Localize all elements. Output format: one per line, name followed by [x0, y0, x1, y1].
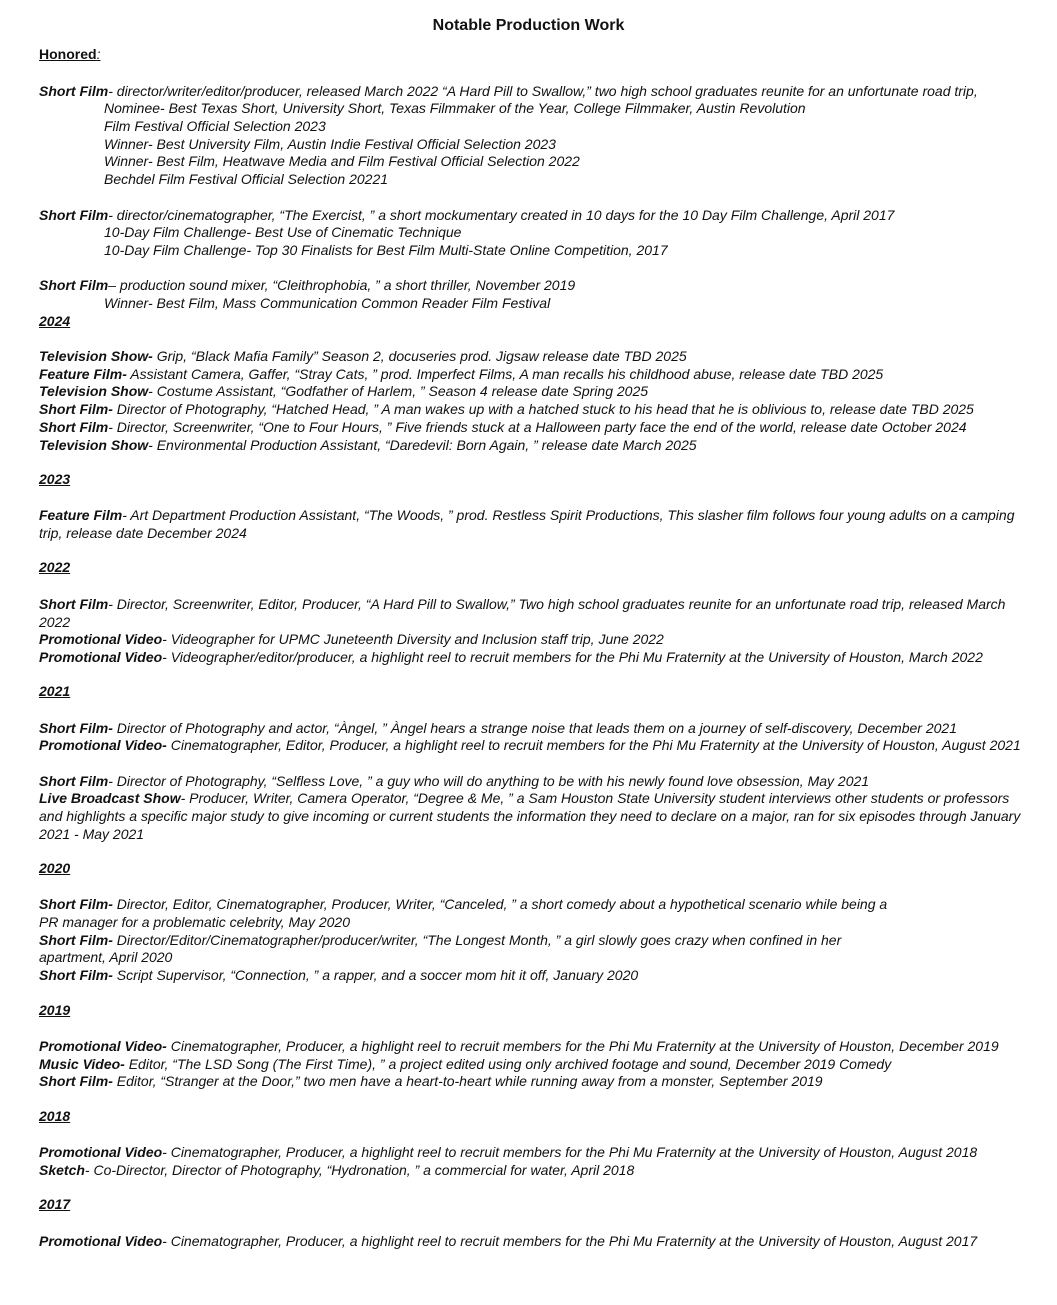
- entry-label: Short Film: [39, 596, 109, 612]
- entry-label: Short Film: [39, 83, 109, 99]
- entry-label: Television Show-: [39, 348, 153, 364]
- award-line: 10-Day Film Challenge- Best Use of Cinematic Technique: [104, 224, 462, 240]
- entry-text: - Cinematographer, Producer, a highlight reel to recruit members for the Phi Mu Fraternity at the University of Houston, August 2017: [162, 1233, 978, 1249]
- entry-text: Editor, “Stranger at the Door,” two men have a heart-to-heart while running away from a monster, September 2019: [112, 1073, 823, 1089]
- entry-line: [39, 648, 1039, 666]
- entry-label: Short Film: [39, 277, 109, 293]
- entry-line: [39, 436, 1039, 454]
- entry-label: Short Film: [39, 419, 109, 435]
- entry-label: Short Film-: [39, 967, 113, 983]
- entry-line: [39, 736, 1029, 754]
- entry-label: Short Film-: [39, 932, 113, 948]
- entry-text: - Costume Assistant, “Godfather of Harlem, ” Season 4 release date Spring 2025: [148, 383, 649, 399]
- entry-line: [39, 1232, 1039, 1250]
- entry-text: - Environmental Production Assistant, “Daredevil: Born Again, ” release date March 2025: [148, 437, 697, 453]
- entry-text: Cinematographer, Editor, Producer, a highlight reel to recruit members for the Phi Mu Fraternity at the University of Houston, August 2021: [166, 737, 1021, 753]
- entry-line: [39, 789, 1029, 843]
- award-line: 10-Day Film Challenge- Top 30 Finalists for Best Film Multi-State Online Competition, 2017: [104, 242, 668, 258]
- entry-label: Promotional Video: [39, 631, 163, 647]
- entry-line: [39, 1037, 1039, 1055]
- entry-label: Short Film-: [39, 896, 113, 912]
- entry-label: Live Broadcast Show: [39, 790, 181, 806]
- honored-heading: [39, 46, 100, 62]
- entry-line: [39, 595, 1029, 631]
- entry-text: Grip, “Black Mafia Family” Season 2, docuseries prod. Jigsaw release date TBD 2025: [152, 348, 687, 364]
- entry-line: [39, 400, 1039, 418]
- entry-label: Promotional Video: [39, 1144, 163, 1160]
- year-heading-2023: 2023: [39, 471, 71, 487]
- entry-text: – production sound mixer, “Cleithrophobia, ” a short thriller, November 2019: [108, 277, 576, 293]
- entry-label: Short Film: [39, 207, 109, 223]
- honored-label: Honored: [39, 46, 97, 62]
- entry-label: Short Film-: [39, 401, 113, 417]
- entry-text: Director, Editor, Cinematographer, Producer, Writer, “Canceled, ” a short comedy about a hypothetical scenario while being a: [112, 896, 888, 912]
- entry-line: [39, 382, 1039, 400]
- entry-text: - Director, Screenwriter, Editor, Producer, “A Hard Pill to Swallow,” Two high school graduates reunite for an unfortunate road trip, released March 2022: [39, 596, 1006, 630]
- award-line: Winner- Best Film, Mass Communication Common Reader Film Festival: [104, 295, 551, 311]
- page-title: Notable Production Work: [432, 17, 625, 34]
- award-line: Winner- Best University Film, Austin Indie Festival Official Selection 2023: [104, 136, 556, 152]
- entry-text: Director of Photography and actor, “Àngel, ” Àngel hears a strange noise that leads them on a journey of self-discovery, December 2021: [112, 720, 957, 736]
- entry-label: Feature Film: [39, 507, 123, 523]
- honored-colon: :: [96, 46, 101, 62]
- entry-text: - director/writer/editor/producer, released March 2022 “A Hard Pill to Swallow,” two high school graduates reunite for an unfortunate road trip,: [108, 83, 978, 99]
- entry-text: - Art Department Production Assistant, “The Woods, ” prod. Restless Spirit Productions, This slasher film follows four young adults on a camping trip, release date December 2024: [39, 507, 1015, 541]
- entry-text: Assistant Camera, Gaffer, “Stray Cats, ” prod. Imperfect Films, A man recalls his childhood abuse, release date TBD 2025: [126, 366, 884, 382]
- entry-text: Cinematographer, Producer, a highlight reel to recruit members for the Phi Mu Fraternity at the University of Houston, December 2019: [166, 1038, 999, 1054]
- entry-label: Short Film-: [39, 720, 113, 736]
- award-line: Winner- Best Film, Heatwave Media and Film Festival Official Selection 2022: [104, 153, 580, 169]
- entry-line: [39, 931, 1039, 949]
- entry-text: Editor, “The LSD Song (The First Time), ” a project edited using only archived footage and sound, December 2019 Comedy: [124, 1056, 892, 1072]
- entry-line-continued: apartment, April 2020: [39, 949, 173, 965]
- entry-label: Television Show: [39, 437, 149, 453]
- entry-label: Short Film: [39, 773, 109, 789]
- year-heading-2019: 2019: [39, 1002, 71, 1018]
- entry-label: Feature Film-: [39, 366, 127, 382]
- entry-text: - director/cinematographer, “The Exercist, ” a short mockumentary created in 10 days for the 10 Day Film Challenge, April 2017: [108, 207, 895, 223]
- entry-line: [39, 418, 1039, 436]
- entry-label: Television Show: [39, 383, 149, 399]
- entry-line: [39, 276, 1039, 294]
- entry-text: - Videographer/editor/producer, a highlight reel to recruit members for the Phi Mu Fraternity at the University of Houston, March 2022: [162, 649, 983, 665]
- award-line: Nominee- Best Texas Short, University Short, Texas Filmmaker of the Year, College Filmmaker, Austin Revolution: [104, 100, 806, 116]
- entry-text: - Director, Screenwriter, “One to Four Hours, ” Five friends stuck at a Halloween party face the end of the world, release date October 2024: [108, 419, 967, 435]
- award-line: Film Festival Official Selection 2023: [104, 118, 326, 134]
- entry-line: [39, 506, 1029, 542]
- entry-line: [39, 772, 1039, 790]
- entry-text: Director of Photography, “Hatched Head, ” A man wakes up with a hatched stuck to his head that he is oblivious to, release date TBD 2025: [112, 401, 974, 417]
- year-heading-2017: 2017: [39, 1196, 71, 1212]
- entry-label: Promotional Video-: [39, 737, 167, 753]
- entry-line: [39, 365, 1039, 383]
- year-heading-2021: 2021: [39, 683, 71, 699]
- entry-line: [39, 630, 1039, 648]
- entry-label: Sketch: [39, 1162, 85, 1178]
- year-heading-2018: 2018: [39, 1108, 71, 1124]
- entry-line: [39, 1143, 1039, 1161]
- entry-line: [39, 895, 1039, 913]
- entry-text: - Videographer for UPMC Juneteenth Diversity and Inclusion staff trip, June 2022: [162, 631, 664, 647]
- entry-label: Promotional Video-: [39, 1038, 167, 1054]
- entry-text: Director/Editor/Cinematographer/producer/writer, “The Longest Month, ” a girl slowly goes crazy when confined in her: [112, 932, 842, 948]
- entry-line: [39, 719, 1039, 737]
- award-line: Bechdel Film Festival Official Selection 20221: [104, 171, 389, 187]
- entry-line-continued: PR manager for a problematic celebrity, May 2020: [39, 914, 350, 930]
- year-heading-2024: 2024: [39, 313, 71, 329]
- entry-label: Short Film-: [39, 1073, 113, 1089]
- entry-text: - Cinematographer, Producer, a highlight reel to recruit members for the Phi Mu Fraternity at the University of Houston, August 2018: [162, 1144, 978, 1160]
- entry-line: [39, 347, 1039, 365]
- entry-text: - Co-Director, Director of Photography, “Hydronation, ” a commercial for water, April 2018: [84, 1162, 635, 1178]
- entry-text: - Producer, Writer, Camera Operator, “Degree & Me, ” a Sam Houston State University student interviews other students or professors and highlights a specific major study to give incoming or current students the information they need to declare on a major, ran for six episodes through January 2021 - May 2021: [39, 790, 1021, 842]
- entry-label: Music Video-: [39, 1056, 125, 1072]
- year-heading-2022: 2022: [39, 559, 71, 575]
- entry-line: [39, 1072, 1039, 1090]
- entry-line: [39, 966, 1039, 984]
- entry-line: [39, 206, 1039, 224]
- entry-line: [39, 1161, 1039, 1179]
- year-heading-2020: 2020: [39, 860, 71, 876]
- entry-label: Promotional Video: [39, 649, 163, 665]
- entry-text: - Director of Photography, “Selfless Love, ” a guy who will do anything to be with his newly found love obsession, May 2021: [108, 773, 870, 789]
- entry-line: [39, 1055, 1039, 1073]
- entry-text: Script Supervisor, “Connection, ” a rapper, and a soccer mom hit it off, January 2020: [112, 967, 639, 983]
- entry-label: Promotional Video: [39, 1233, 163, 1249]
- entry-line: [39, 82, 1039, 100]
